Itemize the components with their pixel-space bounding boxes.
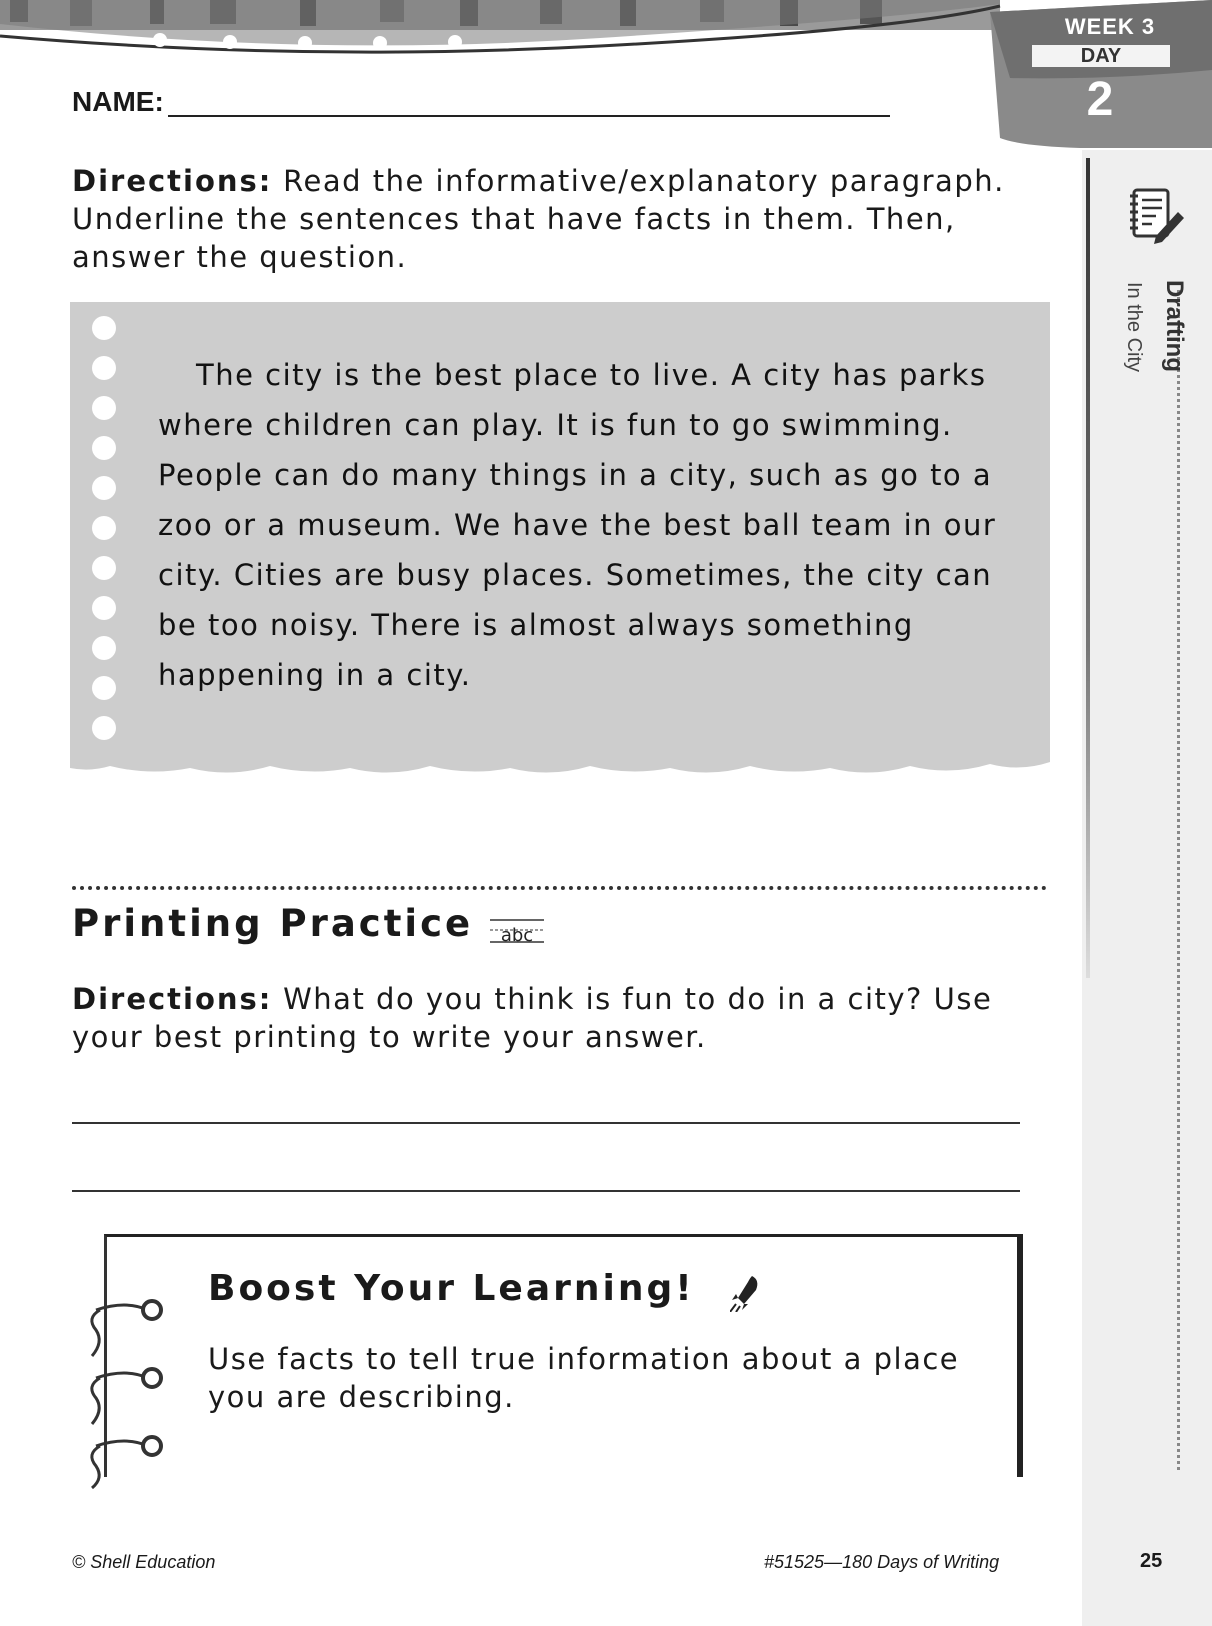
name-write-line[interactable] <box>168 115 890 117</box>
footer-book: #51525—180 Days of Writing <box>764 1552 1000 1572</box>
section-divider <box>72 886 1047 890</box>
footer-copyright: © Shell Education <box>72 1552 216 1572</box>
rocket-icon <box>730 1274 760 1312</box>
passage-text: The city is the best place to live. A city has parks where children can play. It is fun to go swimming. People can do many things in a city, such as go to a zoo or a museum. We have the best ball team in our city. Cities are busy places. Sometimes, the city can be too noisy. There is almost always something happening in a city. <box>158 358 997 692</box>
reading-directions-text: Read the informative/explanatory paragraph. Underline the sentences that have facts in them. Then, answer the question. <box>72 164 1005 274</box>
reading-directions-label: Directions: <box>72 164 273 198</box>
side-divider <box>1086 158 1090 978</box>
reading-directions <box>72 162 1032 276</box>
boost-title: Boost Your Learning! <box>208 1268 695 1309</box>
week-label: WEEK 3 <box>1064 14 1156 39</box>
printing-practice-title: Printing Practice <box>72 902 474 945</box>
notebook-pencil-icon <box>1126 184 1186 246</box>
side-dotted-line <box>1177 290 1180 1470</box>
printing-directions-label: Directions: <box>72 982 273 1016</box>
side-tab <box>1082 150 1212 1626</box>
printing-directions-text: What do you think is fun to do in a city? Use your best printing to write your answer. <box>72 982 993 1054</box>
boost-text: Use facts to tell true information about a place you are describing. <box>208 1342 960 1414</box>
abc-icon-text: abc <box>500 925 534 946</box>
printing-directions <box>72 980 1032 1056</box>
section-label: Drafting <box>1161 280 1188 372</box>
page-number: 25 <box>1140 1550 1163 1572</box>
topic-label: In the City <box>1123 282 1145 373</box>
passage <box>158 350 998 700</box>
day-label: DAY <box>1032 45 1170 67</box>
answer-line-2[interactable] <box>72 1190 1020 1192</box>
spiral-rings <box>86 1290 176 1490</box>
name-label: NAME: <box>72 86 164 117</box>
abc-icon <box>490 916 544 946</box>
day-number: 2 <box>1086 73 1114 126</box>
answer-line-1[interactable] <box>72 1122 1020 1124</box>
